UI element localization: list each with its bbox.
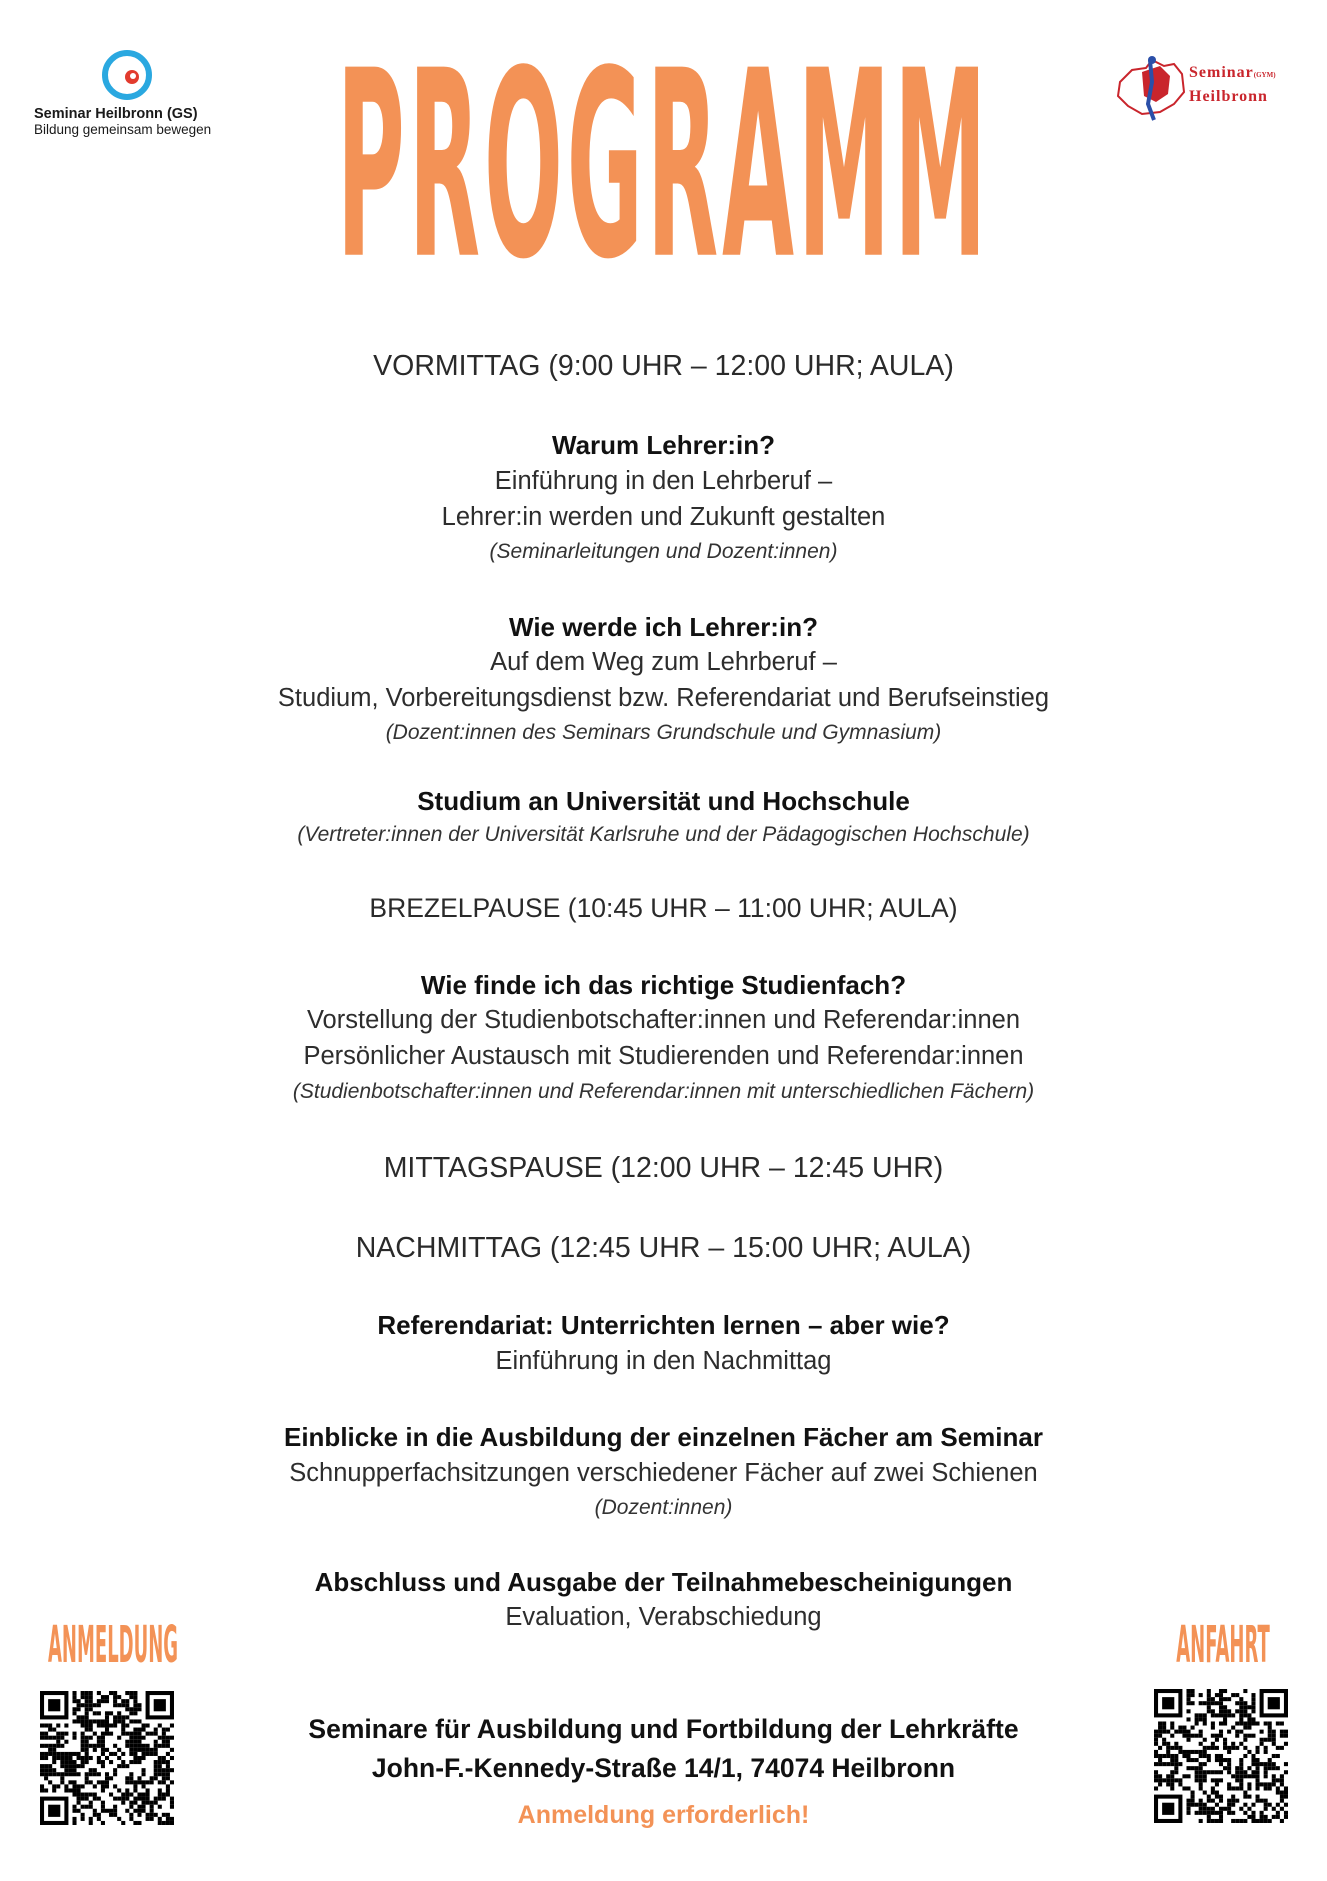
logo-right-line2: Heilbronn xyxy=(1189,88,1268,105)
item4-note: (Studienbotschafter:innen und Referendar:innen mit unterschiedlichen Fächern) xyxy=(292,1080,1035,1103)
footer-address: John-F.-Kennedy-Straße 14/1, 74074 Heilbronn xyxy=(371,1753,956,1783)
anfahrt-label: ANFAHRT xyxy=(1176,1616,1270,1676)
registration-required-text: Anmeldung erforderlich! xyxy=(517,1801,810,1829)
logo-left-name: Seminar Heilbronn (GS) xyxy=(34,106,198,122)
item1-note: (Seminarleitungen und Dozent:innen) xyxy=(489,540,838,563)
item4-line2: Persönlicher Austausch mit Studierenden und Referendar:innen xyxy=(303,1042,1024,1070)
seminar-gym-logo xyxy=(1112,52,1302,122)
seminar-gs-logo xyxy=(34,50,224,137)
item2-heading: Wie werde ich Lehrer:in? xyxy=(509,612,818,642)
item2-line1: Auf dem Weg zum Lehrberuf – xyxy=(490,648,837,676)
item7-heading: Abschluss und Ausgabe der Teilnahmebescheinigungen xyxy=(314,1567,1013,1597)
logo-right-line1: Seminar(GYM) xyxy=(1189,64,1276,81)
item6-heading: Einblicke in die Ausbildung der einzelnen Fächer am Seminar xyxy=(283,1422,1043,1452)
item6-line1: Schnupperfachsitzungen verschiedener Fächer auf zwei Schienen xyxy=(289,1459,1038,1487)
brezelpause-heading: BREZELPAUSE (10:45 UHR – 11:00 UHR; AULA) xyxy=(369,893,958,923)
map-figure-icon xyxy=(1112,52,1192,122)
item5-heading: Referendariat: Unterrichten lernen – aber wie? xyxy=(377,1310,950,1340)
nachmittag-heading: NACHMITTAG (12:45 UHR – 15:00 UHR; AULA) xyxy=(355,1232,972,1264)
item2-line2: Studium, Vorbereitungsdienst bzw. Referendariat und Berufseinstieg xyxy=(277,684,1050,712)
item5-line1: Einführung in den Nachmittag xyxy=(495,1347,832,1375)
footer-institution: Seminare für Ausbildung und Fortbildung der Lehrkräfte xyxy=(308,1714,1019,1744)
mittagspause-heading: MITTAGSPAUSE (12:00 UHR – 12:45 UHR) xyxy=(383,1152,944,1184)
circle-logo-icon xyxy=(102,50,152,100)
anmeldung-label: ANMELDUNG xyxy=(47,1616,179,1676)
item7-line1: Evaluation, Verabschiedung xyxy=(505,1603,822,1631)
logo-left-tagline: Bildung gemeinsam bewegen xyxy=(34,122,212,137)
item3-note: (Vertreter:innen der Universität Karlsruhe und der Pädagogischen Hochschule) xyxy=(297,823,1030,846)
item1-heading: Warum Lehrer:in? xyxy=(552,430,775,460)
page-title: PROGRAMM xyxy=(336,17,991,317)
item4-heading: Wie finde ich das richtige Studienfach? xyxy=(420,970,907,1000)
item6-note: (Dozent:innen) xyxy=(594,1496,733,1519)
item2-note: (Dozent:innen des Seminars Grundschule und Gymnasium) xyxy=(385,721,942,744)
item4-line1: Vorstellung der Studienbotschafter:innen und Referendar:innen xyxy=(306,1006,1021,1034)
item3-heading: Studium an Universität und Hochschule xyxy=(417,786,910,816)
item1-line1: Einführung in den Lehrberuf – xyxy=(494,467,833,495)
vormittag-heading: VORMITTAG (9:00 UHR – 12:00 UHR; AULA) xyxy=(373,350,954,382)
item1-line2: Lehrer:in werden und Zukunft gestalten xyxy=(441,503,886,531)
